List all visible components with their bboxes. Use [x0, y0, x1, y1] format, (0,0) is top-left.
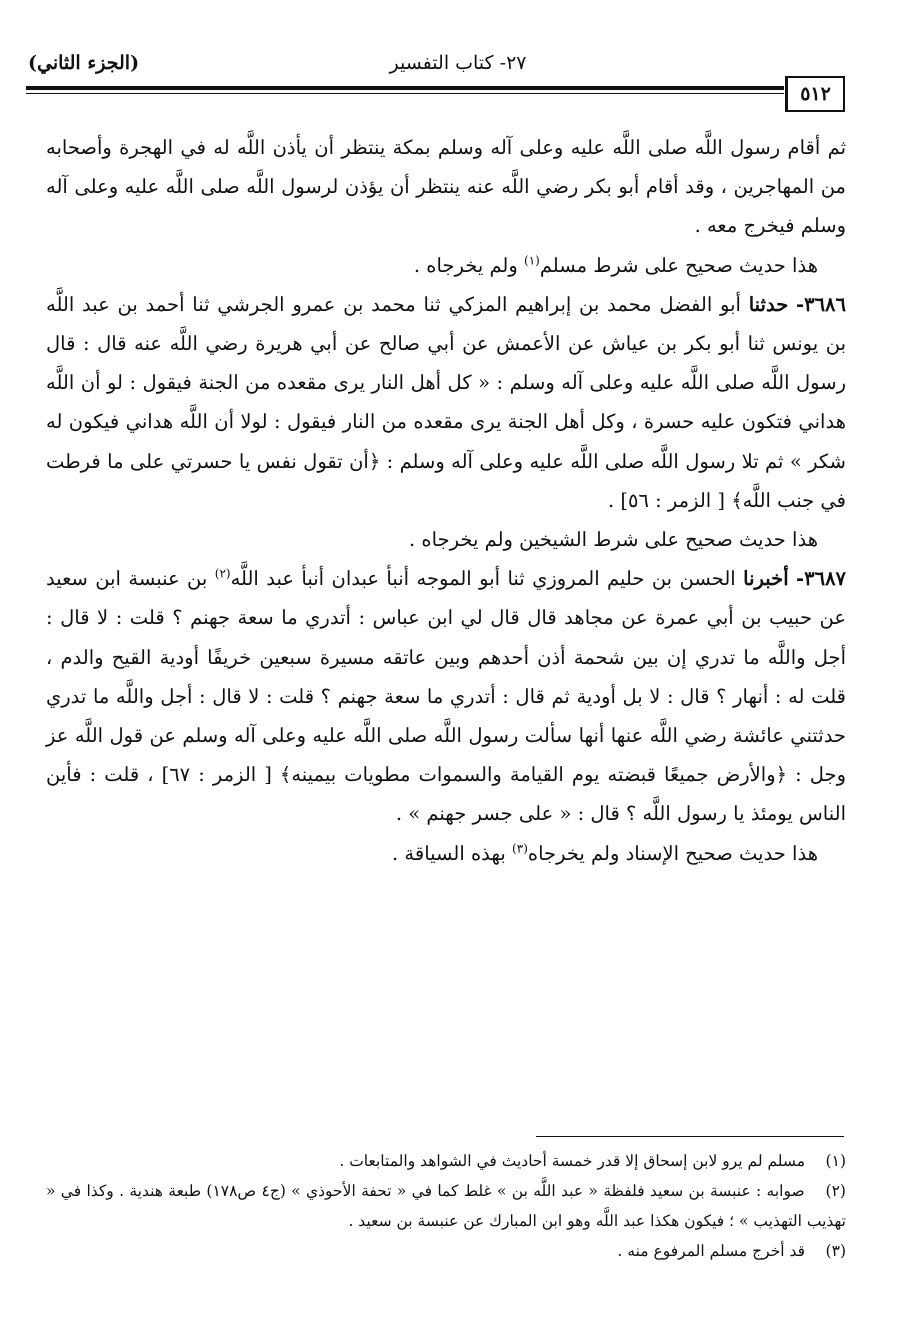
paragraph-text: ثم أقام رسول اللَّه صلى اللَّه عليه وعلى آله وسلم بمكة ينتظر أن يأذن اللَّه له في الهجرة وأصحابه من المهاجرين ، وقد أقام أبو بكر رضي اللَّه عنه ينتظر أن يؤذن لرسول اللَّه صلى اللَّه عليه وعلى آله وسلم فيخرج معه .	[46, 136, 846, 238]
footnote	[46, 1236, 846, 1266]
footnote-ref: (١)	[524, 253, 540, 268]
paragraph-verdict	[46, 520, 846, 559]
chapter-title: ٢٧- كتاب التفسير	[389, 52, 527, 74]
body-text	[46, 128, 846, 873]
footnote-text: مسلم لم يرو لابن إسحاق إلا قدر خمسة أحاديث في الشواهد والمتابعات .	[339, 1152, 806, 1170]
header-rule-thin	[26, 93, 784, 94]
hadith-transmission-verb: أخبرنا	[743, 567, 789, 591]
footnote-text: صوابه : عنبسة بن سعيد فلفظة « عبد اللَّه بن » غلط كما في « تحفة الأحوذي » (ج٤ ص١٧٨) طبعة هندية . وكذا في « تهذيب التهذيب » ؛ فيكون هكذا عبد اللَّه وهو ابن المبارك عن عنبسة بن سعيد .	[46, 1182, 846, 1230]
footnote-mark: (٢)	[825, 1182, 846, 1200]
page-number: ٥١٢	[785, 76, 845, 112]
hadith-number: ٣٦٨٦-	[796, 292, 846, 316]
hadith-text: الحسن بن حليم المروزي ثنا أبو الموجه أنبأ عبدان أنبأ عبد اللَّه	[230, 567, 736, 591]
hadith-3687	[46, 559, 846, 833]
footnote-ref: (٣)	[512, 841, 528, 856]
verdict-text-end: بهذه السياقة .	[392, 841, 513, 865]
hadith-3686	[46, 285, 846, 520]
footnote	[46, 1176, 846, 1236]
hadith-transmission-verb: حدثنا	[748, 292, 789, 316]
volume-label: (الجزء الثاني)	[28, 52, 140, 74]
verdict-text-end: ولم يخرجاه .	[413, 253, 524, 277]
footnote	[46, 1146, 846, 1176]
paragraph-continuation	[46, 128, 846, 246]
verdict-text: هذا حديث صحيح الإسناد ولم يخرجاه	[527, 841, 818, 865]
footnote-text: قد أخرج مسلم المرفوع منه .	[617, 1242, 806, 1260]
footnotes	[46, 1146, 846, 1266]
header-rule	[26, 86, 784, 90]
footnote-separator	[536, 1136, 844, 1137]
hadith-number: ٣٦٨٧-	[796, 567, 847, 591]
hadith-text: أبو الفضل محمد بن إبراهيم المزكي ثنا محمد بن عمرو الجرشي ثنا أحمد بن عبد اللَّه بن يونس ثنا أبو بكر بن عياش عن الأعمش عن أبي صالح عن أبي هريرة رضي اللَّه عنه قال : قال رسول اللَّه صلى اللَّه عليه وعلى آله وسلم : « كل أهل النار يرى مقعده من الجنة فيقول : لو أن اللَّه هداني فتكون عليه حسرة ، وكل أهل الجنة يرى مقعده من النار فيقول : لولا أن اللَّه هداني فيكون له شكر » ثم تلا رسول اللَّه صلى اللَّه عليه وعلى آله وسلم : ﴿أن تقول نفس يا حسرتي على ما فرطت في جنب اللَّه﴾ [ الزمر : ٥٦] .	[46, 292, 846, 512]
footnote-mark: (١)	[825, 1152, 846, 1170]
hadith-text-end: بن عنبسة ابن سعيد عن حبيب بن أبي عمرة عن مجاهد قال قال لي ابن عباس : أتدري ما سعة جهنم ؟ قلت : لا قال : أجل واللَّه ما تدري إن بين شحمة أذن أحدهم وبين عاتقه مسيرة سبعين خريفًا أودية القيح والدم ، قلت له : أنهار ؟ قال : لا بل أودية ثم قال : أتدري ما سعة جهنم ؟ قلت : لا قال : أجل واللَّه ما تدري حدثتني عائشة رضي اللَّه عنها أنها سألت رسول اللَّه صلى اللَّه عليه وعلى آله وسلم عن قول اللَّه عز وجل : ﴿والأرض جميعًا قبضته يوم القيامة والسموات مطويات بيمينه﴾ [ الزمر : ٦٧] ، قلت : فأين الناس يومئذ يا رسول اللَّه ؟ قال : « على جسر جهنم » .	[46, 567, 846, 826]
paragraph-verdict	[46, 834, 846, 873]
paragraph-verdict	[46, 246, 846, 285]
verdict-text: هذا حديث صحيح على شرط الشيخين ولم يخرجاه .	[409, 528, 818, 552]
footnote-mark: (٣)	[825, 1242, 846, 1260]
verdict-text: هذا حديث صحيح على شرط مسلم	[539, 253, 818, 277]
footnote-ref: (٢)	[214, 566, 231, 581]
